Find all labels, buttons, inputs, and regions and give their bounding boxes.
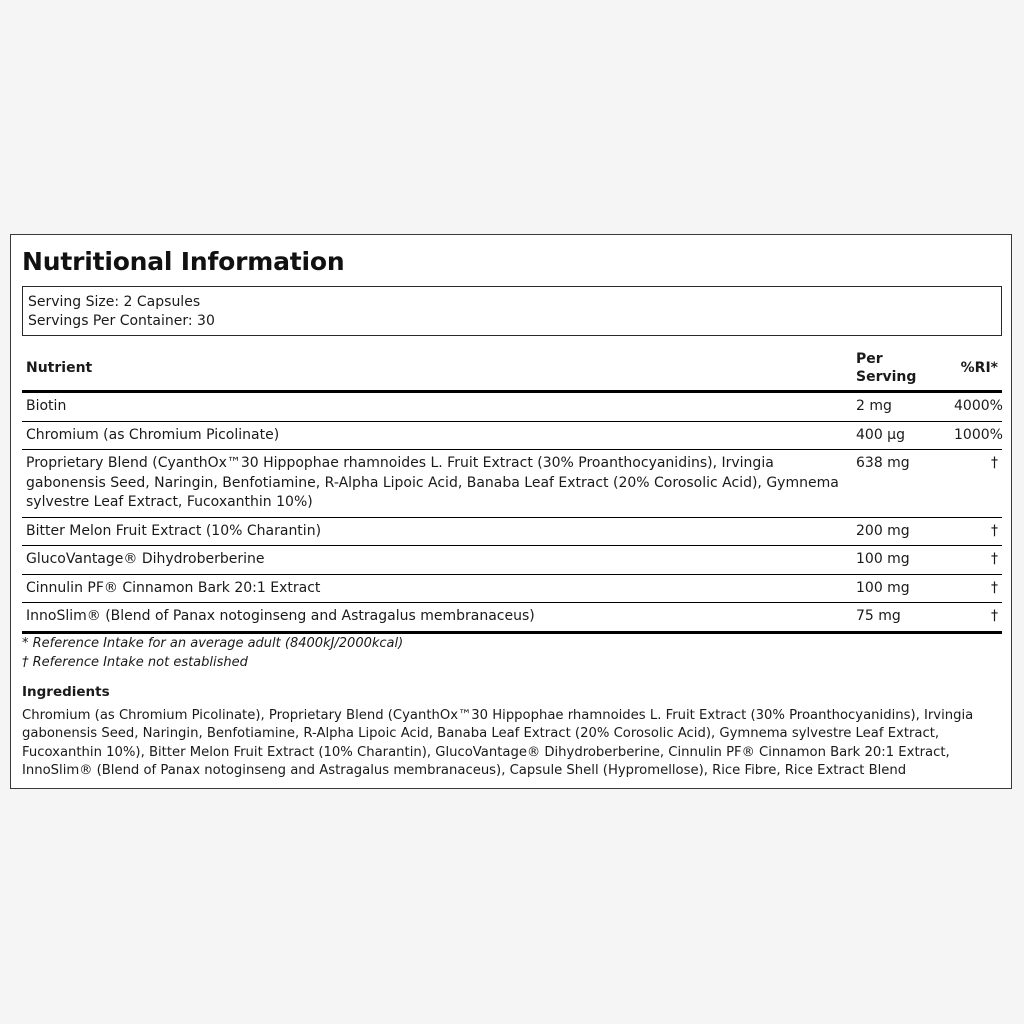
table-row	[22, 450, 1002, 518]
header-ri: %RI*	[950, 346, 1002, 392]
nutrient-amount: 100 mg	[852, 546, 950, 575]
nutrient-amount: 100 mg	[852, 574, 950, 603]
nutrient-name: InnoSlim® (Blend of Panax notoginseng and Astragalus membranaceus)	[22, 603, 852, 633]
nutrient-amount: 2 mg	[852, 392, 950, 422]
header-nutrient: Nutrient	[22, 346, 852, 392]
footnote-reference-intake: * Reference Intake for an average adult (8400kJ/2000kcal)	[22, 636, 404, 651]
nutrient-ri: †	[950, 574, 1002, 603]
header-per-serving: Per Serving	[852, 346, 950, 392]
nutrient-ri: 4000%	[950, 392, 1002, 422]
nutrient-ri: †	[950, 546, 1002, 575]
nutrient-ri: †	[950, 450, 1002, 518]
nutrient-table	[22, 346, 1002, 634]
nutrient-amount: 75 mg	[852, 603, 950, 633]
table-header-row	[22, 346, 1002, 392]
nutrient-ri: 1000%	[950, 421, 1002, 450]
nutrient-name: Bitter Melon Fruit Extract (10% Charantin)	[22, 517, 852, 546]
nutrient-name: Biotin	[22, 392, 852, 422]
footnotes	[22, 635, 403, 672]
table-row	[22, 546, 1002, 575]
footnote-not-established: † Reference Intake not established	[22, 654, 248, 670]
nutrient-ri: †	[950, 603, 1002, 633]
ingredients-heading: Ingredients	[22, 684, 110, 700]
ingredients-text: Chromium (as Chromium Picolinate), Proprietary Blend (CyanthOx™30 Hippophae rhamnoides L. Fruit Extract (30% Proanthocyanidins), Irvingia gabonensis Seed, Naringin, Benfotiamine, R-Alpha Lipoic Acid, Banaba Leaf Extract (20% Corosolic Acid), Gymnema sylvestre Leaf Extract, Fucoxanthin 10%), Bitter Melon Fruit Extract (10% Charantin), GlucoVantage® Dihydroberberine, Cinnulin PF® Cinnamon Bark 20:1 Extract, InnoSlim® (Blend of Panax notoginseng and Astragalus membranaceus), Capsule Shell (Hypromellose), Rice Fibre, Rice Extract Blend	[22, 708, 974, 778]
serving-info-box	[22, 286, 1002, 336]
servings-per-container: Servings Per Container: 30	[28, 313, 215, 329]
nutrient-amount: 200 mg	[852, 517, 950, 546]
nutrient-name: GlucoVantage® Dihydroberberine	[22, 546, 852, 575]
table-row	[22, 603, 1002, 633]
nutrient-amount: 638 mg	[852, 450, 950, 518]
nutrient-name: Proprietary Blend (CyanthOx™30 Hippophae rhamnoides L. Fruit Extract (30% Proanthocyanidins), Irvingia gabonensis Seed, Naringin, Benfotiamine, R-Alpha Lipoic Acid, Banaba Leaf Extract (20% Corosolic Acid), Gymnema sylvestre Leaf Extract, Fucoxanthin 10%)	[22, 450, 852, 518]
nutrient-name: Cinnulin PF® Cinnamon Bark 20:1 Extract	[22, 574, 852, 603]
serving-size: Serving Size: 2 Capsules	[28, 294, 201, 310]
page-title: Nutritional Information	[22, 247, 345, 276]
nutrient-name: Chromium (as Chromium Picolinate)	[22, 421, 852, 450]
table-row	[22, 392, 1002, 422]
table-row	[22, 574, 1002, 603]
table-row	[22, 421, 1002, 450]
table-row	[22, 517, 1002, 546]
nutrient-ri: †	[950, 517, 1002, 546]
nutrient-amount: 400 µg	[852, 421, 950, 450]
nutrition-panel	[10, 234, 1012, 789]
